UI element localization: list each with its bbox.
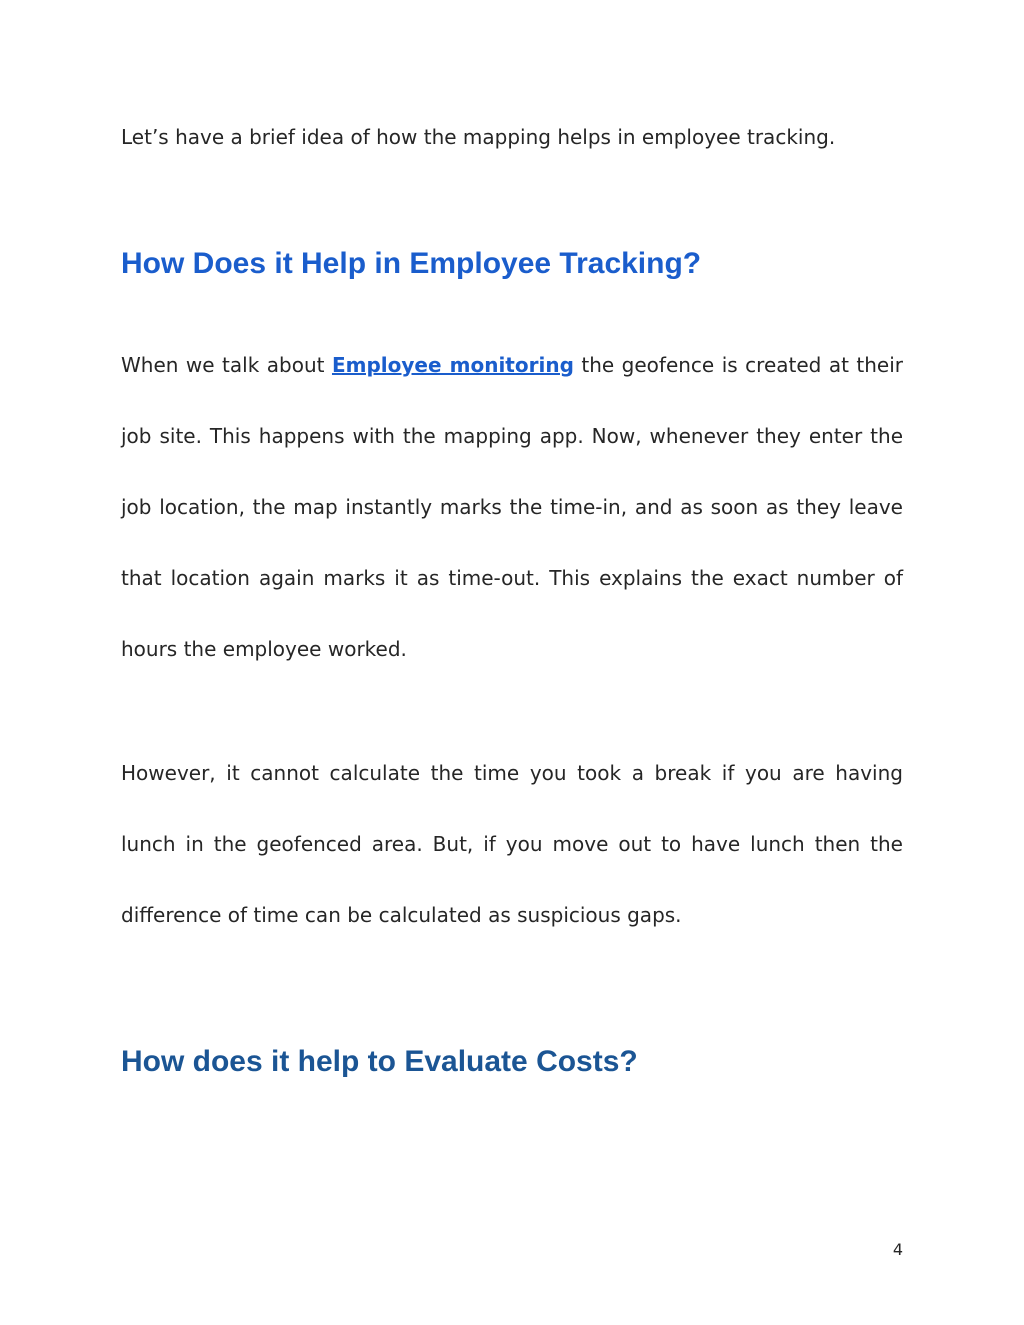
intro-paragraph: Let’s have a brief idea of how the mapping helps in employee tracking. bbox=[121, 125, 836, 149]
employee-monitoring-link[interactable]: Employee monitoring bbox=[331, 353, 574, 377]
break-time-paragraph: However, it cannot calculate the time you took a break if you are having lunch in the geofenced area. But, if you move out to have lunch then the difference of time can be calculated as suspicious gaps. bbox=[121, 761, 903, 927]
paragraph-text-after-link: the geofence is created at their job site. This happens with the mapping app. Now, whenever they enter the job location, the map instantly marks the time-in, and as soon as they leave that location again marks it as time-out. This explains the exact number of hours the employee worked. bbox=[121, 353, 904, 661]
employee-tracking-paragraph bbox=[121, 330, 903, 685]
paragraph-text-before-link: When we talk about bbox=[121, 353, 332, 377]
section-heading-evaluate-costs: How does it help to Evaluate Costs? bbox=[121, 1045, 638, 1078]
section-heading-employee-tracking: How Does it Help in Employee Tracking? bbox=[121, 247, 702, 280]
document-page bbox=[121, 0, 903, 1325]
page-number: 4 bbox=[892, 1240, 903, 1259]
